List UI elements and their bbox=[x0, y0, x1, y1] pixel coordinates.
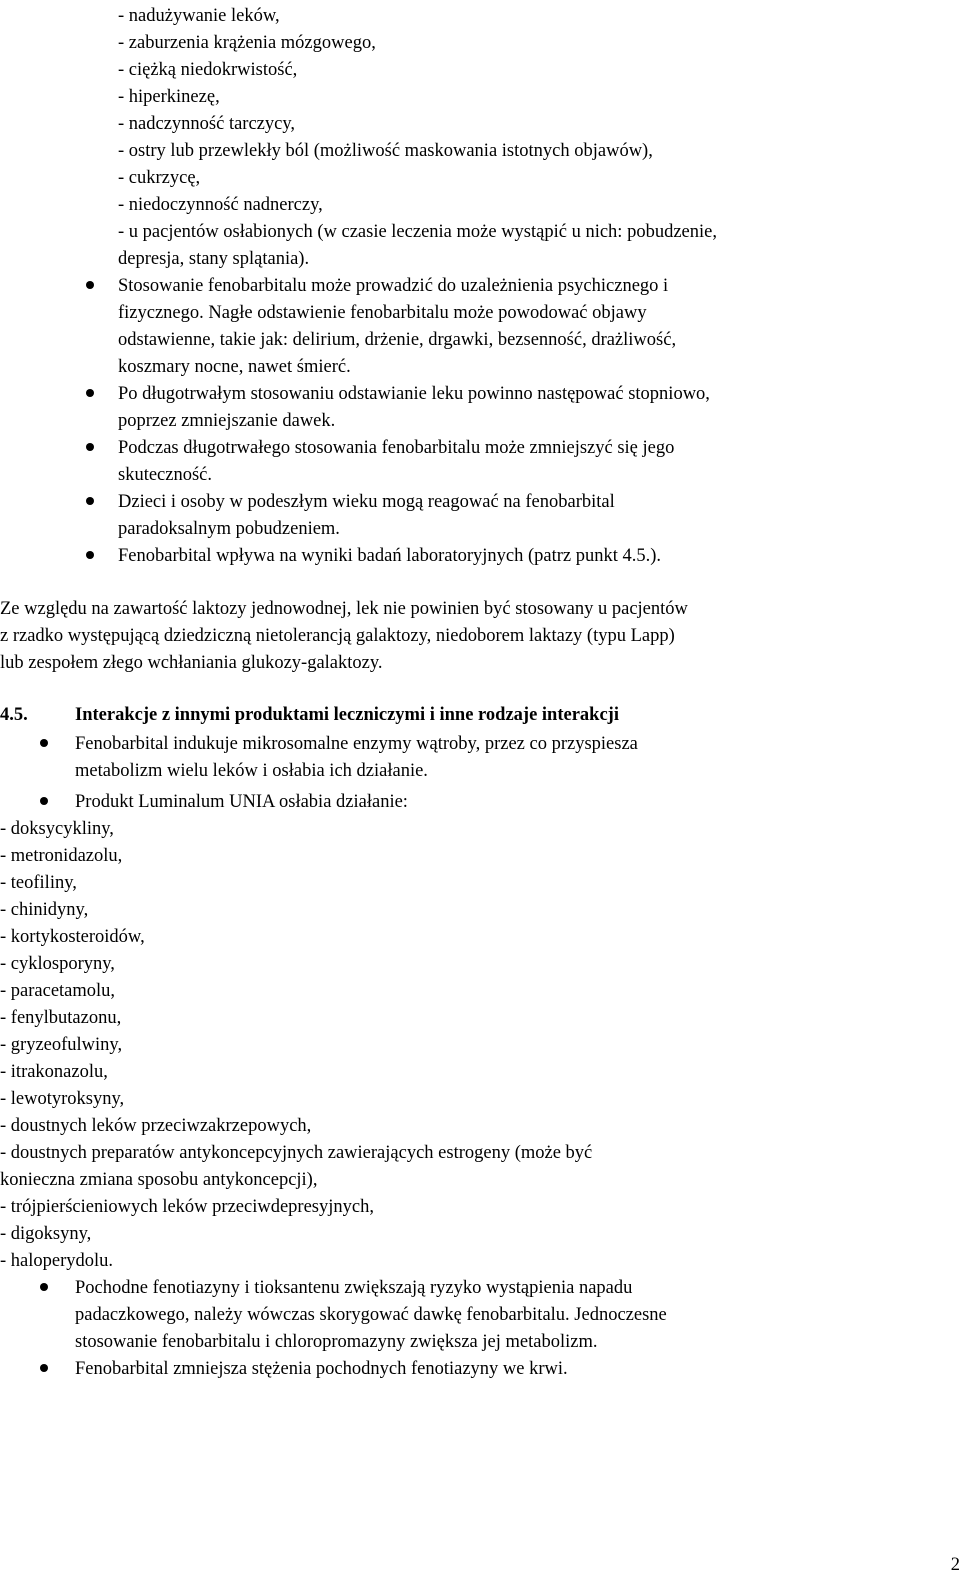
condition-line: - u pacjentów osłabionych (w czasie leczenia może wystąpić u nich: pobudzenie, bbox=[118, 222, 717, 242]
drug-item: - fenylbutazonu, bbox=[0, 1008, 122, 1028]
bullet-text: Podczas długotrwałego stosowania fenobarbitalu może zmniejszyć się jego bbox=[118, 438, 675, 458]
drug-item: - gryzeofulwiny, bbox=[0, 1035, 123, 1055]
bullet-icon bbox=[40, 1283, 48, 1291]
drug-item: - kortykosteroidów, bbox=[0, 927, 145, 947]
bullet-text: Fenobarbital indukuje mikrosomalne enzymy wątroby, przez co przyspiesza bbox=[75, 734, 638, 754]
bullet-text: padaczkowego, należy wówczas skorygować dawkę fenobarbitalu. Jednoczesne bbox=[75, 1305, 667, 1325]
drug-item: - haloperydolu. bbox=[0, 1251, 114, 1271]
condition-line: - nadużywanie leków, bbox=[118, 6, 280, 26]
bullet-icon bbox=[40, 739, 48, 747]
condition-line: depresja, stany splątania). bbox=[118, 249, 310, 269]
bullet-icon bbox=[86, 389, 94, 397]
bullet-icon bbox=[86, 443, 94, 451]
condition-line: - ostry lub przewlekły ból (możliwość maskowania istotnych objawów), bbox=[118, 141, 653, 161]
bullet-icon bbox=[40, 1364, 48, 1372]
drug-item: - lewotyroksyny, bbox=[0, 1089, 125, 1109]
bullet-text: Pochodne fenotiazyny i tioksantenu zwiększają ryzyko wystąpienia napadu bbox=[75, 1278, 633, 1298]
bullet-text: paradoksalnym pobudzeniem. bbox=[118, 519, 340, 539]
condition-line: - hiperkinezę, bbox=[118, 87, 220, 107]
drug-item: - doustnych preparatów antykoncepcyjnych zawierających estrogeny (może być bbox=[0, 1143, 593, 1163]
bullet-icon bbox=[86, 497, 94, 505]
bullet-icon bbox=[86, 281, 94, 289]
condition-line: - ciężką niedokrwistość, bbox=[118, 60, 298, 80]
drug-item: - cyklosporyny, bbox=[0, 954, 115, 974]
bullet-icon bbox=[86, 551, 94, 559]
bullet-text: Produkt Luminalum UNIA osłabia działanie: bbox=[75, 792, 408, 812]
bullet-text: Fenobarbital wpływa na wyniki badań laboratoryjnych (patrz punkt 4.5.). bbox=[118, 546, 662, 566]
drug-item: - itrakonazolu, bbox=[0, 1062, 108, 1082]
section-number: 4.5. bbox=[0, 705, 28, 725]
bullet-text: odstawienne, takie jak: delirium, drżenie, drgawki, bezsenność, drażliwość, bbox=[118, 330, 677, 350]
bullet-text: poprzez zmniejszanie dawek. bbox=[118, 411, 336, 431]
drug-item: konieczna zmiana sposobu antykoncepcji), bbox=[0, 1170, 318, 1190]
bullet-text: Dzieci i osoby w podeszłym wieku mogą reagować na fenobarbital bbox=[118, 492, 615, 512]
drug-item: - teofiliny, bbox=[0, 873, 77, 893]
paragraph-line: z rzadko występującą dziedziczną nietolerancją galaktozy, niedoborem laktazy (typu Lapp) bbox=[0, 626, 675, 646]
paragraph-line: lub zespołem złego wchłaniania glukozy-galaktozy. bbox=[0, 653, 383, 673]
bullet-text: fizycznego. Nagłe odstawienie fenobarbitalu może powodować objawy bbox=[118, 303, 647, 323]
drug-item: - metronidazolu, bbox=[0, 846, 123, 866]
section-title: Interakcje z innymi produktami leczniczymi i inne rodzaje interakcji bbox=[75, 705, 619, 725]
drug-item: - digoksyny, bbox=[0, 1224, 92, 1244]
bullet-text: stosowanie fenobarbitalu i chloropromazyny zwiększa jej metabolizm. bbox=[75, 1332, 598, 1352]
bullet-icon bbox=[40, 797, 48, 805]
drug-item: - paracetamolu, bbox=[0, 981, 116, 1001]
bullet-text: skuteczność. bbox=[118, 465, 213, 485]
condition-line: - cukrzycę, bbox=[118, 168, 201, 188]
condition-line: - zaburzenia krążenia mózgowego, bbox=[118, 33, 376, 53]
drug-item: - chinidyny, bbox=[0, 900, 89, 920]
drug-item: - doksycykliny, bbox=[0, 819, 114, 839]
bullet-text: Fenobarbital zmniejsza stężenia pochodnych fenotiazyny we krwi. bbox=[75, 1359, 568, 1379]
condition-line: - nadczynność tarczycy, bbox=[118, 114, 296, 134]
bullet-text: metabolizm wielu leków i osłabia ich działanie. bbox=[75, 761, 428, 781]
page-number: 2 bbox=[950, 1555, 960, 1575]
bullet-text: Stosowanie fenobarbitalu może prowadzić do uzależnienia psychicznego i bbox=[118, 276, 669, 296]
bullet-text: Po długotrwałym stosowaniu odstawianie leku powinno następować stopniowo, bbox=[118, 384, 710, 404]
drug-item: - trójpierścieniowych leków przeciwdepresyjnych, bbox=[0, 1197, 374, 1217]
condition-line: - niedoczynność nadnerczy, bbox=[118, 195, 323, 215]
bullet-text: koszmary nocne, nawet śmierć. bbox=[118, 357, 351, 377]
drug-item: - doustnych leków przeciwzakrzepowych, bbox=[0, 1116, 312, 1136]
paragraph-line: Ze względu na zawartość laktozy jednowodnej, lek nie powinien być stosowany u pacjentów bbox=[0, 599, 688, 619]
